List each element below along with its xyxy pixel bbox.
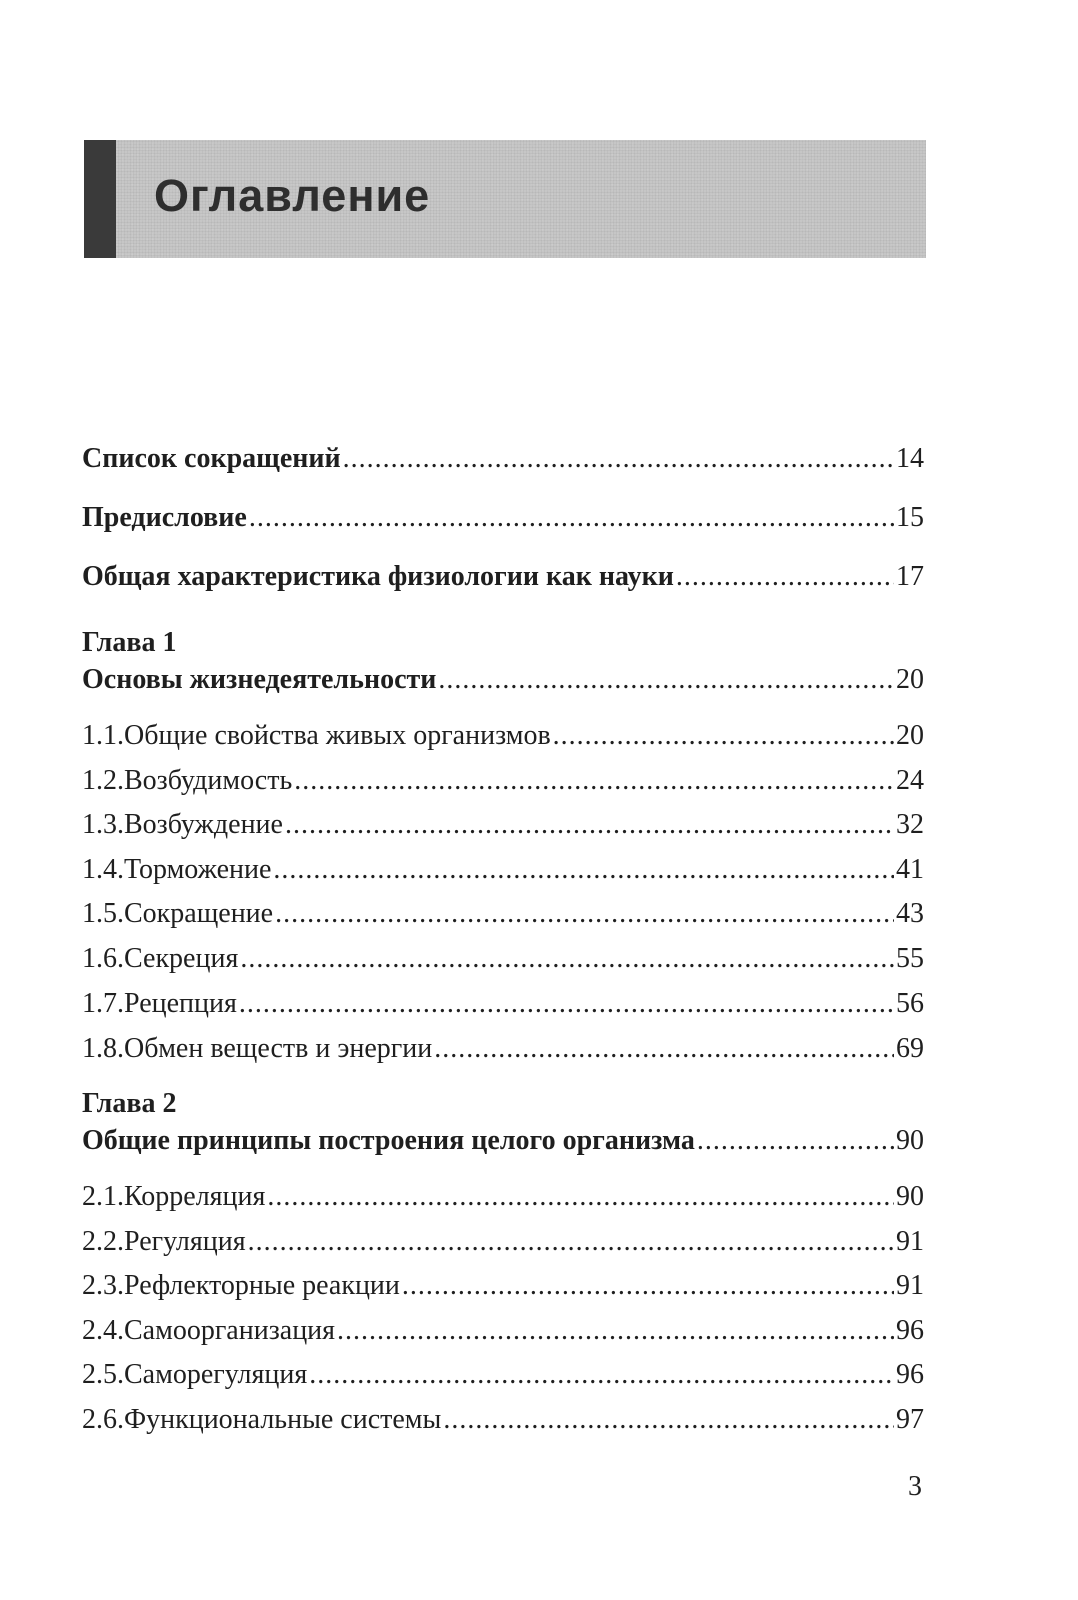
section-number: 1.8.	[82, 1033, 124, 1064]
toc-entry-abbreviations[interactable]	[82, 442, 924, 476]
toc-entry-section[interactable]	[82, 1403, 924, 1437]
toc-entry-section[interactable]	[82, 1180, 924, 1214]
toc-entry-section[interactable]	[82, 1032, 924, 1066]
dot-leader	[240, 942, 894, 976]
section-number: 1.1.	[82, 720, 124, 751]
section-title: Функциональные системы	[124, 1404, 442, 1435]
section-title: Корреляция	[124, 1181, 266, 1212]
toc-entry-section[interactable]	[82, 987, 924, 1021]
dot-leader	[337, 1314, 894, 1348]
section-number: 2.4.	[82, 1315, 124, 1346]
toc-entry-page: 91	[896, 1270, 924, 1301]
toc-entry-section[interactable]	[82, 1225, 924, 1259]
dot-leader	[553, 719, 894, 753]
toc-entry-page: 91	[896, 1226, 924, 1257]
dot-leader	[434, 1032, 894, 1066]
toc-entry-page: 96	[896, 1315, 924, 1346]
section-title: Рецепция	[124, 988, 237, 1019]
section-title: Сокращение	[124, 898, 274, 929]
toc-entry-section[interactable]	[82, 1269, 924, 1303]
dot-leader	[443, 1403, 894, 1437]
dot-leader	[267, 1180, 894, 1214]
section-number: 1.4.	[82, 854, 124, 885]
section-number: 2.5.	[82, 1359, 124, 1390]
section-title: Обмен веществ и энергии	[124, 1033, 433, 1064]
toc-entry-page: 32	[896, 809, 924, 840]
dot-leader	[438, 663, 894, 697]
chapter-title: Общие принципы построения целого организма	[82, 1125, 695, 1156]
chapter-label: Глава 1	[82, 627, 177, 658]
toc-header-bar	[84, 140, 926, 258]
toc-entry-page: 20	[896, 664, 924, 695]
dot-leader	[248, 1225, 894, 1259]
header-accent-stripe	[84, 140, 116, 258]
toc-entry-section[interactable]	[82, 764, 924, 798]
toc-entry-page: 55	[896, 943, 924, 974]
section-number: 1.2.	[82, 765, 124, 796]
toc-entry-preface[interactable]	[82, 501, 924, 535]
dot-leader	[294, 764, 894, 798]
section-number: 1.3.	[82, 809, 124, 840]
toc-entry-page: 69	[896, 1033, 924, 1064]
page-number: 3	[908, 1471, 922, 1502]
section-title: Возбуждение	[124, 809, 283, 840]
section-title: Саморегуляция	[124, 1359, 308, 1390]
toc-entry-page: 24	[896, 765, 924, 796]
toc-entry-page: 97	[896, 1404, 924, 1435]
toc-entry-page: 56	[896, 988, 924, 1019]
toc-entry-page: 20	[896, 720, 924, 751]
section-title: Самоорганизация	[124, 1315, 336, 1346]
toc-entry-section[interactable]	[82, 897, 924, 931]
section-number: 2.6.	[82, 1404, 124, 1435]
toc-entry-page: 14	[896, 443, 924, 474]
dot-leader	[676, 560, 894, 594]
toc-entry-page: 17	[896, 561, 924, 592]
dot-leader	[273, 853, 894, 887]
dot-leader	[239, 987, 894, 1021]
toc-entry-title: Общая характеристика физиологии как науки	[82, 561, 674, 592]
toc-entry-section[interactable]	[82, 719, 924, 753]
toc-entry-page: 90	[896, 1125, 924, 1156]
section-number: 2.2.	[82, 1226, 124, 1257]
page-title: Оглавление	[154, 170, 431, 221]
toc-entry-section[interactable]	[82, 808, 924, 842]
section-title: Секреция	[124, 943, 239, 974]
toc-entry-section[interactable]	[82, 942, 924, 976]
toc-entry-page: 41	[896, 854, 924, 885]
section-number: 1.5.	[82, 898, 124, 929]
section-number: 2.3.	[82, 1270, 124, 1301]
toc-entry-page: 96	[896, 1359, 924, 1390]
toc-entry-title: Список сокращений	[82, 443, 341, 474]
section-title: Общие свойства живых организмов	[124, 720, 551, 751]
toc-entry-chapter-1[interactable]	[82, 663, 924, 697]
dot-leader	[309, 1358, 894, 1392]
dot-leader	[343, 442, 894, 476]
section-title: Возбудимость	[124, 765, 293, 796]
dot-leader	[275, 897, 894, 931]
toc-entry-introduction[interactable]	[82, 560, 924, 594]
section-title: Торможение	[124, 854, 272, 885]
toc-entry-title: Предисловие	[82, 502, 247, 533]
toc-entry-section[interactable]	[82, 853, 924, 887]
section-number: 2.1.	[82, 1181, 124, 1212]
toc-entry-page: 43	[896, 898, 924, 929]
toc-entry-section[interactable]	[82, 1314, 924, 1348]
dot-leader	[402, 1269, 894, 1303]
toc-entry-section[interactable]	[82, 1358, 924, 1392]
section-number: 1.6.	[82, 943, 124, 974]
dot-leader	[249, 501, 894, 535]
chapter-label: Глава 2	[82, 1088, 177, 1119]
dot-leader	[285, 808, 894, 842]
toc-entry-page: 15	[896, 502, 924, 533]
section-title: Регуляция	[124, 1226, 246, 1257]
toc-entry-chapter-2[interactable]	[82, 1124, 924, 1158]
toc-entry-page: 90	[896, 1181, 924, 1212]
section-title: Рефлекторные реакции	[124, 1270, 400, 1301]
chapter-title: Основы жизнедеятельности	[82, 664, 437, 695]
section-number: 1.7.	[82, 988, 124, 1019]
dot-leader	[697, 1124, 894, 1158]
